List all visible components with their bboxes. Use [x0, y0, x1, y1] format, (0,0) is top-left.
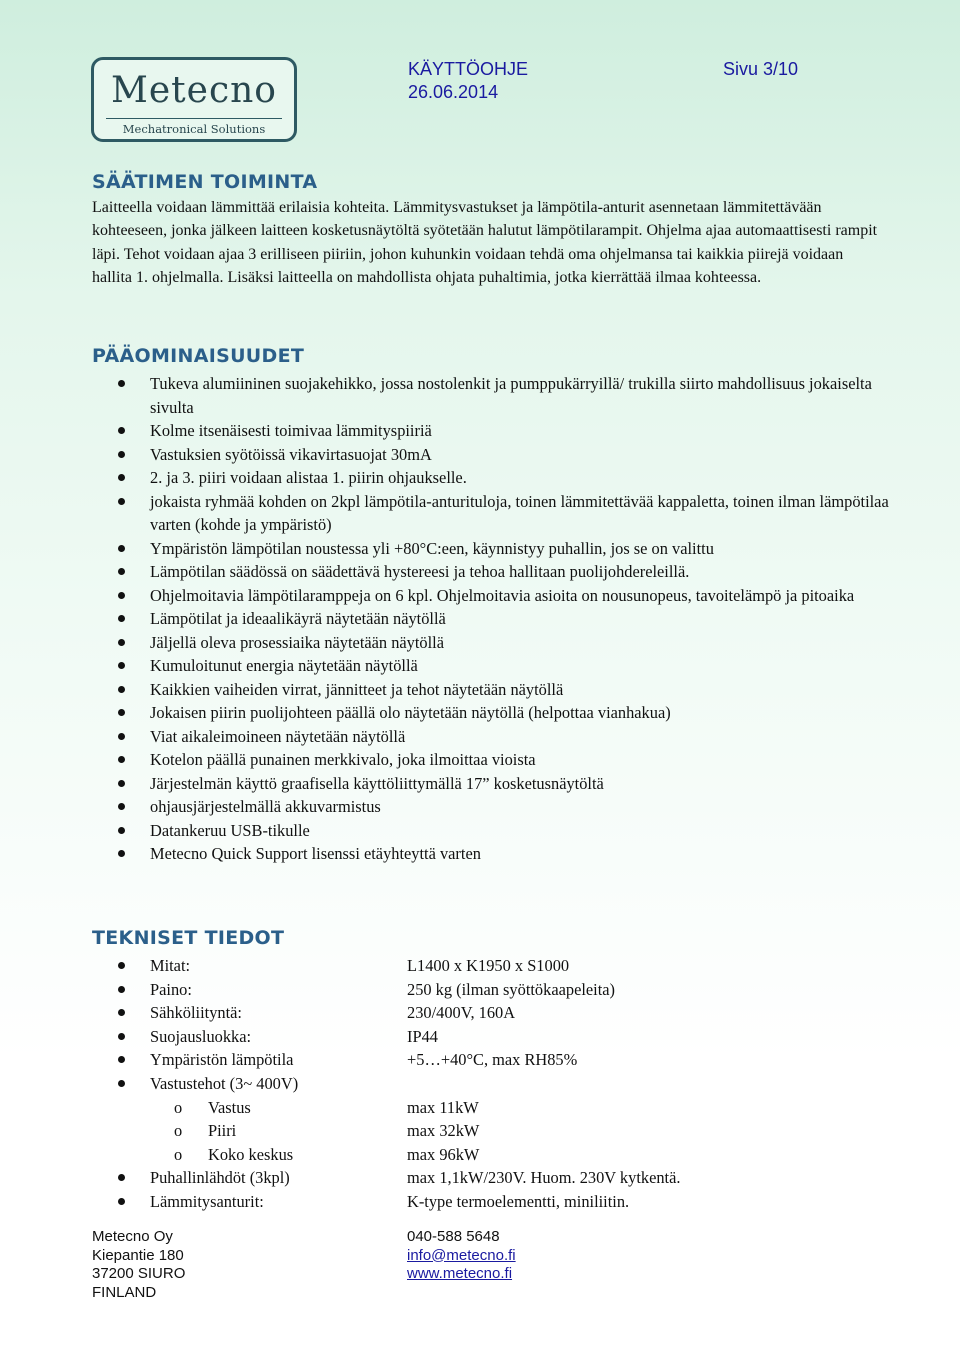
spec-value: max 1,1kW/230V. Huom. 230V kytkentä. [407, 1168, 681, 1188]
feature-item: Järjestelmän käyttö graafisella käyttöliittymällä 17” kosketusnäytöltä [92, 772, 902, 796]
spec-key: Lämmitysanturit: [150, 1191, 264, 1211]
specs-list [92, 954, 892, 1214]
spec-value: max 32kW [407, 1121, 480, 1141]
spec-key: Ympäristön lämpötila [150, 1050, 294, 1070]
heading-paaominaisuudet: PÄÄOMINAISUUDET [92, 345, 305, 367]
document-title: KÄYTTÖOHJE [408, 59, 529, 79]
spec-key: o Vastus [208, 1097, 251, 1117]
spec-row [92, 1166, 892, 1190]
spec-value: 250 kg (ilman syöttökaapeleita) [407, 979, 616, 999]
feature-item: Jäljellä oleva prosessiaika näytetään näytöllä [92, 631, 902, 655]
spec-key: o Koko keskus [208, 1144, 294, 1164]
spec-key: Vastustehot (3~ 400V) [150, 1073, 299, 1093]
heading-saatimen-toiminta: SÄÄTIMEN TOIMINTA [92, 171, 318, 193]
footer-email-link[interactable]: info@metecno.fi [407, 1246, 516, 1264]
spec-row [92, 1072, 892, 1096]
logo-name: Metecno [111, 70, 277, 111]
feature-item: Viat aikaleimoineen näytetään näytöllä [92, 725, 902, 749]
spec-value: IP44 [407, 1026, 438, 1046]
feature-item: Ohjelmoitavia lämpötilaramppeja on 6 kpl. Ohjelmoitavia asioita on nousunopeus, tavoitelämpö ja pitoaika [92, 584, 902, 608]
feature-item: Vastuksien syötöissä vikavirtasuojat 30mA [92, 443, 902, 467]
feature-item: Kolme itsenäisesti toimivaa lämmityspiiriä [92, 419, 902, 443]
spec-value: 230/400V, 160A [407, 1003, 516, 1023]
footer-country: FINLAND [92, 1283, 157, 1301]
feature-item: Lämpötilat ja ideaalikäyrä näytetään näytöllä [92, 607, 902, 631]
spec-row [92, 954, 892, 978]
footer-phone: 040-588 5648 [407, 1228, 500, 1245]
footer-street: Kiepantie 180 [92, 1246, 184, 1264]
document-date: 26.06.2014 [408, 82, 499, 102]
spec-key: o Piiri [208, 1121, 237, 1141]
feature-item: Kotelon päällä punainen merkkivalo, joka ilmoittaa vioista [92, 748, 902, 772]
logo-divider [106, 118, 282, 119]
footer-company: Metecno Oy [92, 1228, 173, 1245]
spec-key: Puhallinlähdöt (3kpl) [150, 1168, 290, 1188]
spec-value: +5…+40°C, max RH85% [407, 1050, 578, 1070]
intro-paragraph: Laitteella voidaan lämmittää erilaisia kohteita. Lämmitysvastukset ja lämpötila-anturit asennetaan lämmitettävään kohteeseen, jonka jälkeen laitteen kosketusnäytöltä syötetään halutut lämpötilarampit. Ohjelma ajaa automaattisesti rampit läpi. Tehot voidaan ajaa 3 erilliseen piiriin, johon kuhunkin voidaan tehdä oma ohjelmansa tai kaikkia piirejä voidaan hallita 1. ohjelmalla. Lisäksi laitteella on mahdollista ohjata puhaltimia, jotka kierrättää ilmaa kohteessa. [92, 199, 878, 286]
footer-contact [407, 1228, 516, 1284]
spec-row [92, 1190, 892, 1214]
feature-item: 2. ja 3. piiri voidaan alistaa 1. piirin ohjaukselle. [92, 466, 902, 490]
feature-item: Kumuloitunut energia näytetään näytöllä [92, 654, 902, 678]
spec-value: L1400 x K1950 x S1000 [407, 956, 570, 975]
heading-tekniset-tiedot: TEKNISET TIEDOT [92, 927, 285, 949]
feature-item: Jokaisen piirin puolijohteen päällä olo näytetään näytöllä (helpottaa vianhakua) [92, 701, 902, 725]
features-list [92, 372, 902, 866]
feature-item: Lämpötilan säädössä on säädettävä hystereesi ja tehoa hallitaan puolijohdereleillä. [92, 560, 902, 584]
logo-tagline: Mechatronical Solutions [122, 122, 266, 136]
company-logo [91, 57, 297, 142]
spec-key: Paino: [150, 979, 192, 999]
spec-value: K-type termoelementti, miniliitin. [407, 1191, 630, 1211]
spec-row [92, 1025, 892, 1049]
feature-item: jokaista ryhmää kohden on 2kpl lämpötila-anturituloja, toinen lämmitettävää kappaletta, toinen ilman lämpötilaa varten (kohde ja ympäristö) [92, 490, 902, 537]
spec-subrow [92, 1119, 892, 1143]
spec-row [92, 978, 892, 1002]
spec-key: Suojausluokka: [150, 1026, 252, 1046]
spec-subrow [92, 1143, 892, 1167]
spec-row [92, 1001, 892, 1025]
spec-key: Mitat: [150, 956, 191, 975]
feature-item: Kaikkien vaiheiden virrat, jännitteet ja tehot näytetään näytöllä [92, 678, 902, 702]
footer-address [92, 1228, 185, 1302]
spec-value: max 11kW [407, 1097, 479, 1117]
footer-web-link[interactable]: www.metecno.fi [407, 1265, 513, 1282]
feature-item: ohjausjärjestelmällä akkuvarmistus [92, 795, 902, 819]
feature-item: Ympäristön lämpötilan noustessa yli +80°C:een, käynnistyy puhallin, jos se on valittu [92, 537, 902, 561]
spec-row [92, 1048, 892, 1072]
spec-value: max 96kW [407, 1144, 480, 1164]
feature-item: Datankeruu USB-tikulle [92, 819, 902, 843]
spec-subrow [92, 1096, 892, 1120]
feature-item: Tukeva alumiininen suojakehikko, jossa nostolenkit ja pumppukärryillä/ trukilla siirto mahdollisuus jokaiselta sivulta [92, 372, 902, 419]
footer-city: 37200 SIURO [92, 1265, 186, 1282]
spec-key: Sähköliityntä: [150, 1003, 242, 1023]
page-number: Sivu 3/10 [723, 59, 799, 79]
feature-item: Metecno Quick Support lisenssi etäyhteyttä varten [92, 842, 902, 866]
